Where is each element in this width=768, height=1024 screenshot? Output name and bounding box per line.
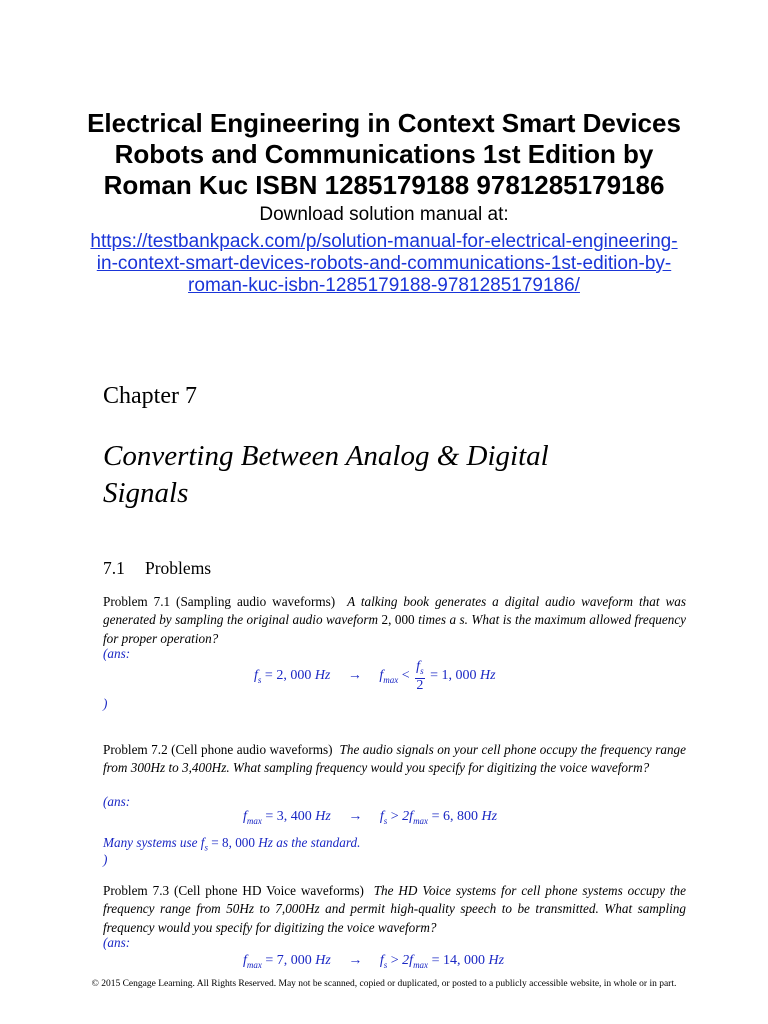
chapter-title-line: Converting Between Analog & Digital xyxy=(103,440,549,472)
download-label: Download solution manual at: xyxy=(259,204,509,225)
chapter-title-line: Signals xyxy=(103,477,189,509)
section-number: 7.1 xyxy=(103,558,125,578)
book-title-line: Roman Kuc ISBN 1285179188 9781285179186 xyxy=(103,170,665,200)
problem-heading: Problem 7.1 (Sampling audio waveforms) xyxy=(103,594,336,609)
problem-7-1 xyxy=(103,593,686,648)
book-title-line: Electrical Engineering in Context Smart Devices xyxy=(87,108,681,138)
problem-text: times a s. What is the maximum allowed frequency for proper operation? xyxy=(103,612,687,646)
problem-text: The audio signals on your cell phone occupy the frequency range from 300Hz to 3,400Hz. What sampling frequency would you specify for digitizing the voice waveform? xyxy=(103,742,687,776)
arrow-symbol: → xyxy=(347,668,362,684)
problem-heading: Problem 7.3 (Cell phone HD Voice waveforms) xyxy=(103,883,364,898)
problem-number: 2, 000 xyxy=(381,612,415,628)
chapter-title xyxy=(103,438,703,512)
chapter-label: Chapter 7 xyxy=(103,383,197,409)
section-heading xyxy=(103,558,211,579)
link-line[interactable]: in-context-smart-devices-robots-and-communications-1st-edition-by- xyxy=(96,253,672,274)
book-title xyxy=(0,108,768,201)
section-title: Problems xyxy=(145,558,212,578)
equation-7-3: $f_{max} = 7$, 000 $Hz \to f_s > 2f_{max} = 14$, 000 Hz xyxy=(243,953,505,970)
arrow-symbol: → xyxy=(348,953,363,968)
problem-7-2 xyxy=(103,741,686,778)
answer-note: Many systems use $f_s = 8$, 000 Hz as the standard. xyxy=(103,835,361,853)
equation-7-2: $f_{max} = 3$, 400 $Hz \to f_s > 2f_{max} = 6$, 800 Hz xyxy=(243,809,498,826)
problem-7-3 xyxy=(103,882,686,937)
answer-open: (ans: xyxy=(103,794,131,809)
link-line[interactable]: https://testbankpack.com/p/solution-manual-for-electrical-engineering- xyxy=(90,231,678,252)
equation-7-1: $f_s = 2$, 000 $Hz \to f_{max}$ < $\frac{f_s}{2}$ = 1, 000 Hz xyxy=(254,659,496,693)
link-line[interactable]: roman-kuc-isbn-1285179188-9781285179186/ xyxy=(188,275,580,296)
arrow-symbol: → xyxy=(348,809,363,824)
problem-heading: Problem 7.2 (Cell phone audio waveforms) xyxy=(103,742,333,757)
answer-close: ) xyxy=(103,852,108,867)
book-title-line: Robots and Communications 1st Edition by xyxy=(114,139,654,169)
answer-open: (ans: xyxy=(103,935,131,950)
fraction: $\frac{f_s}{2}$ xyxy=(416,659,424,693)
copyright-footer: © 2015 Cengage Learning. All Rights Reserved. May not be scanned, copied or duplicated, or posted to a publicly accessible website, in whole or in part. xyxy=(91,979,677,989)
problem-text: The HD Voice systems for cell phone systems occupy the frequency range from 50Hz to 7,000Hz and permit high-quality speech to be transmitted. What sampling frequency would you specify for digitizing the voice waveform? xyxy=(103,883,686,935)
solution-manual-link[interactable] xyxy=(0,231,768,297)
problem-text: A talking book generates a digital audio waveform that was generated by sampling the original audio waveform xyxy=(103,594,687,628)
answer-close: ) xyxy=(103,696,108,711)
document-header xyxy=(0,108,768,297)
answer-open: (ans: xyxy=(103,646,131,661)
